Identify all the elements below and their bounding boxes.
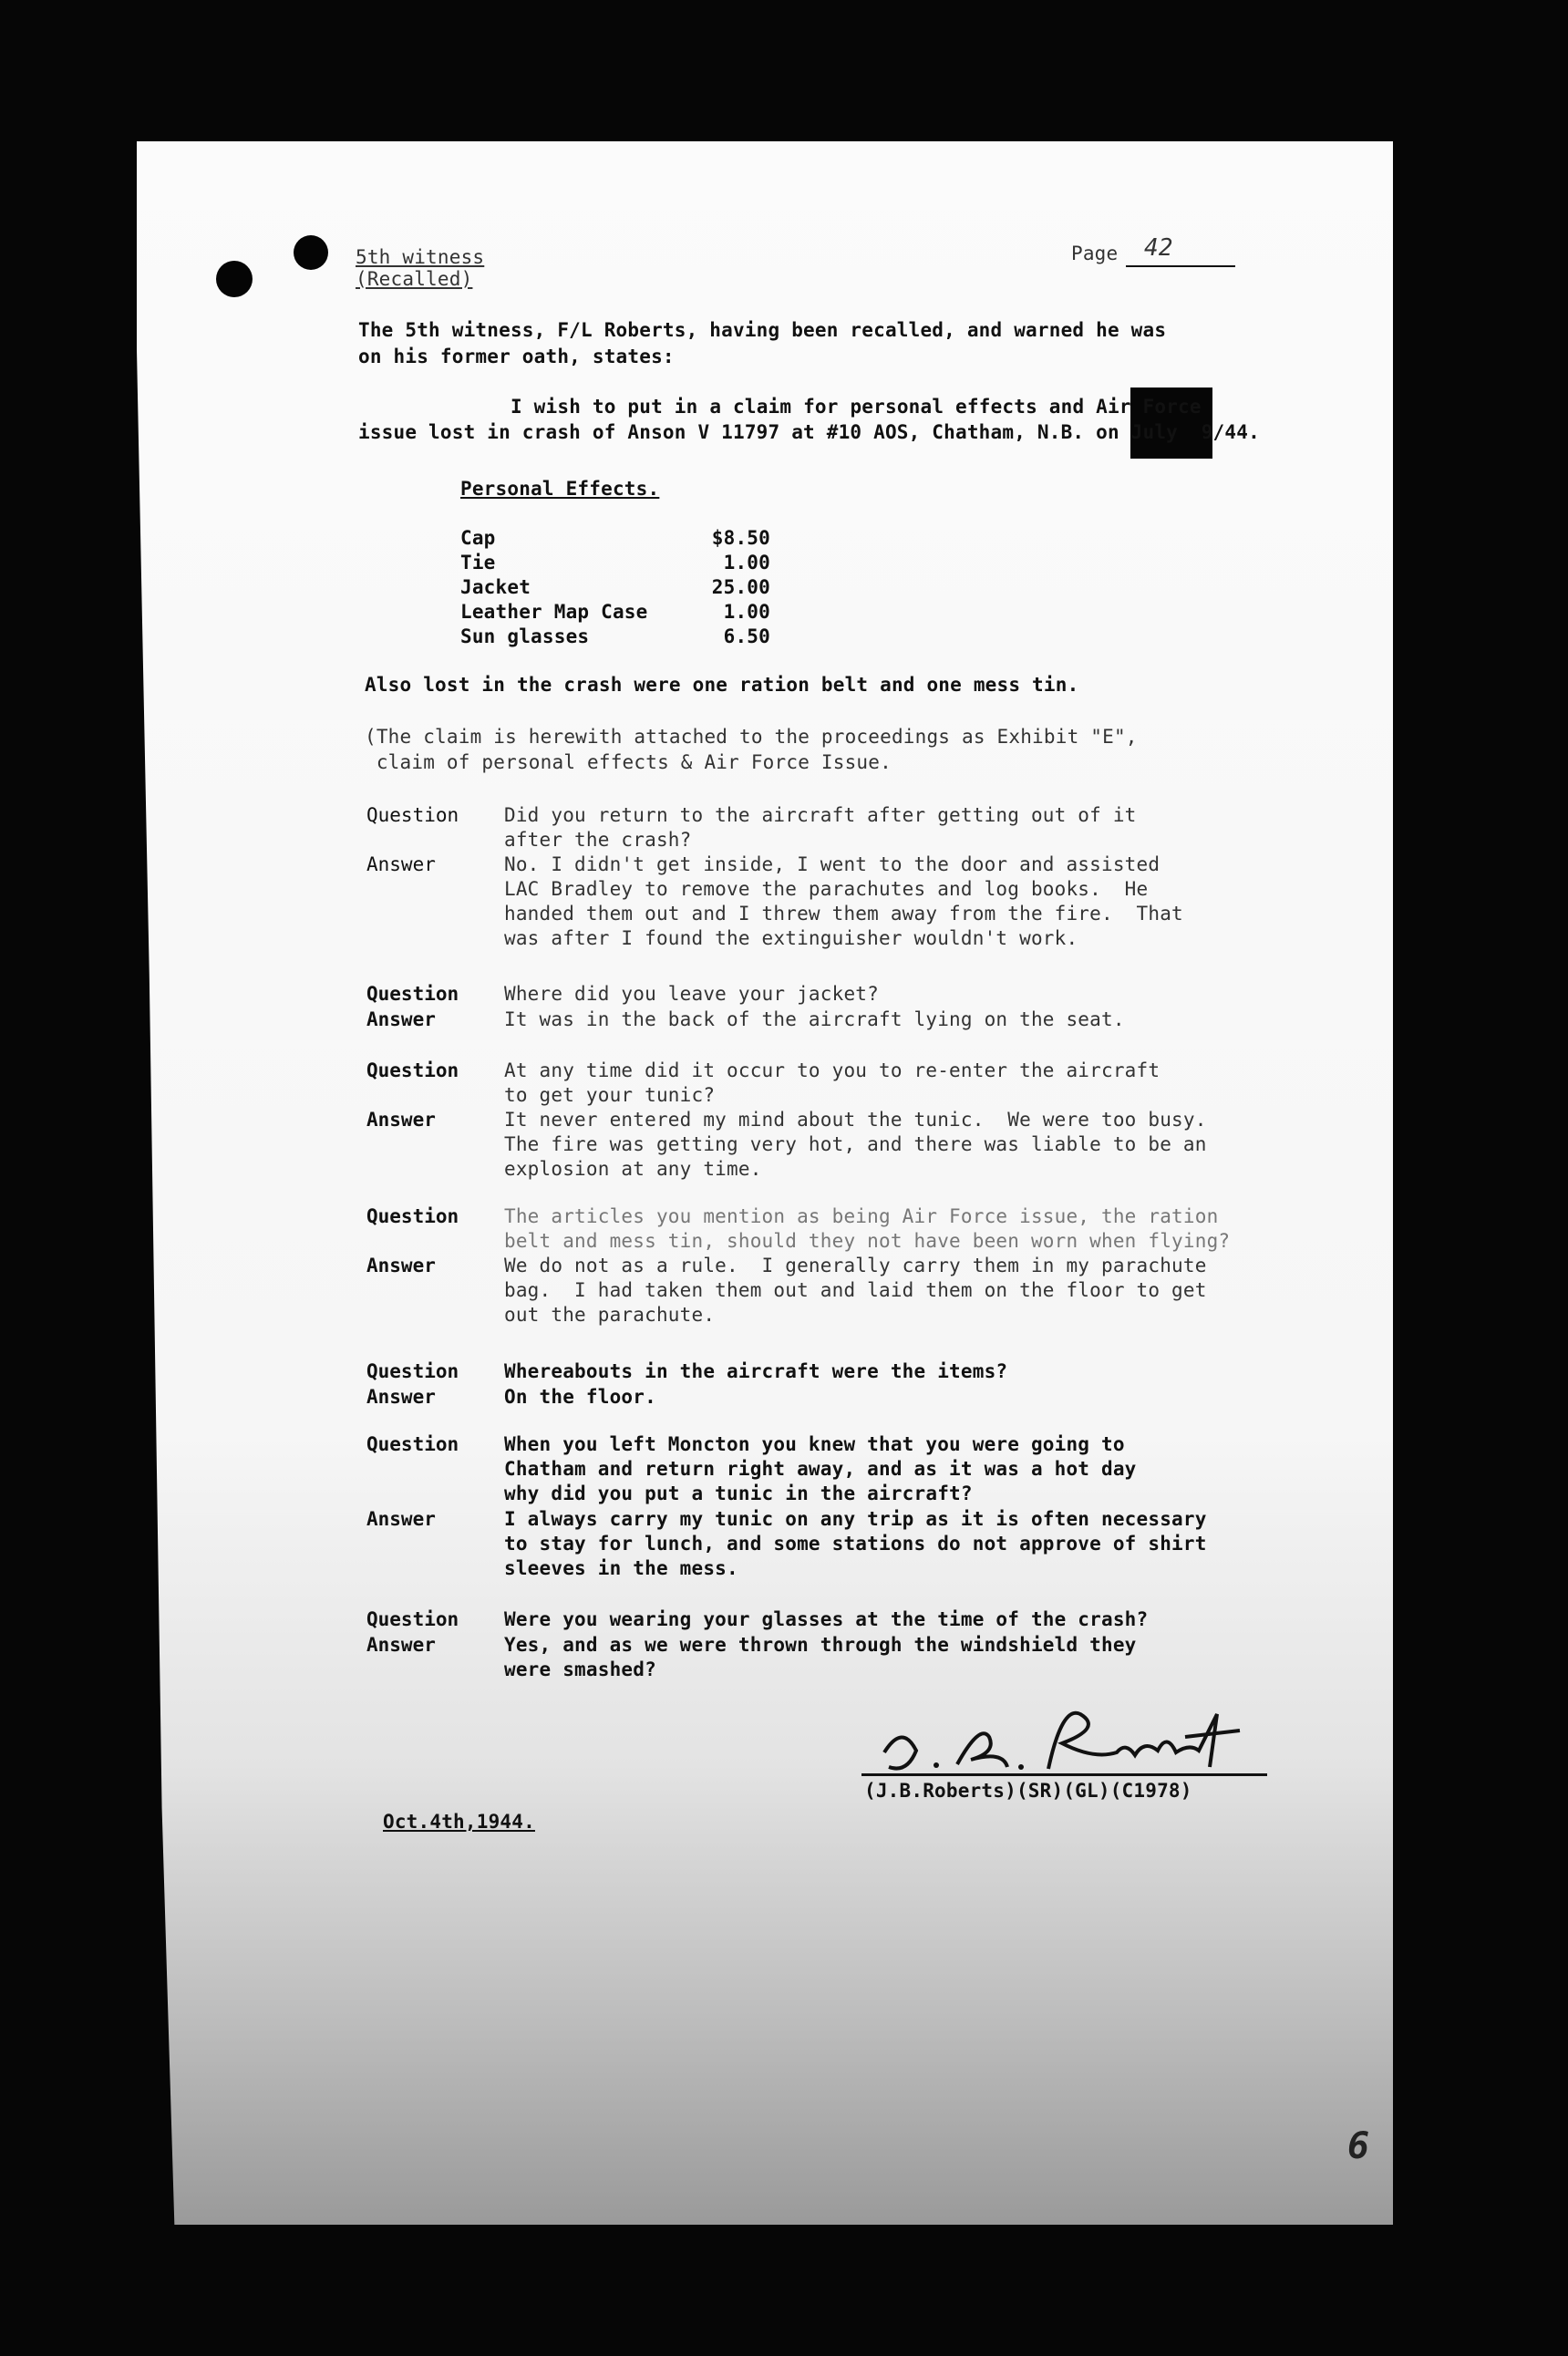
answer-text: On the floor. [504, 1386, 656, 1408]
question-text: Chatham and return right away, and as it was a hot day [504, 1458, 1137, 1480]
question-text: to get your tunic? [504, 1084, 716, 1106]
question-label: Question [366, 1205, 459, 1227]
page-number-underline [1126, 265, 1235, 267]
question-label: Question [366, 983, 459, 1005]
question-label: Question [366, 1608, 459, 1630]
effect-item-value: 25.00 [711, 576, 770, 598]
answer-label: Answer [366, 853, 436, 875]
answer-label: Answer [366, 1008, 436, 1030]
answer-text: bag. I had taken them out and laid them on the floor to get [504, 1279, 1207, 1301]
question-text: Were you wearing your glasses at the time of the crash? [504, 1608, 1149, 1630]
page-label: Page [1071, 243, 1119, 264]
typed-signature: (J.B.Roberts)(SR)(GL)(C1978) [864, 1780, 1192, 1802]
answer-text: It was in the back of the aircraft lying on the seat. [504, 1008, 1125, 1030]
answer-text: sleeves in the mess. [504, 1557, 738, 1579]
recalled-label: (Recalled) [356, 268, 473, 290]
question-label: Question [366, 804, 459, 826]
answer-text: handed them out and I threw them away from the fire. That [504, 903, 1183, 925]
question-label: Question [366, 1360, 459, 1382]
effect-item-value: 1.00 [723, 601, 770, 623]
answer-text: LAC Bradley to remove the parachutes and log books. He [504, 878, 1149, 900]
answer-text: We do not as a rule. I generally carry them in my parachute [504, 1255, 1207, 1276]
answer-label: Answer [366, 1508, 436, 1530]
punch-hole [216, 261, 253, 297]
punch-hole [294, 235, 328, 270]
question-text: belt and mess tin, should they not have been worn when flying? [504, 1230, 1231, 1252]
answer-label: Answer [366, 1109, 436, 1131]
answer-text: I always carry my tunic on any trip as it is often necessary [504, 1508, 1207, 1530]
intro-line: on his former oath, states: [358, 346, 675, 367]
answer-text: to stay for lunch, and some stations do not approve of shirt [504, 1533, 1207, 1555]
answer-text: Yes, and as we were thrown through the windshield they [504, 1634, 1137, 1656]
answer-text: were smashed? [504, 1658, 656, 1680]
question-text: after the crash? [504, 829, 692, 851]
answer-label: Answer [366, 1634, 436, 1656]
effect-item-value: 6.50 [723, 625, 770, 647]
claim-line: issue lost in crash of Anson V 11797 at #10 AOS, Chatham, N.B. on July 9/44. [358, 421, 1260, 443]
question-label: Question [366, 1433, 459, 1455]
question-text: Did you return to the aircraft after getting out of it [504, 804, 1137, 826]
question-text: The articles you mention as being Air Force issue, the ration [504, 1205, 1219, 1227]
witness-heading: 5th witness [356, 246, 485, 268]
effect-item-name: Tie [460, 552, 496, 574]
answer-text: was after I found the extinguisher wouldn't work. [504, 927, 1078, 949]
effect-item-value: $8.50 [711, 527, 770, 549]
question-text: At any time did it occur to you to re-enter the aircraft [504, 1059, 1161, 1081]
document-date: Oct.4th,1944. [383, 1811, 535, 1833]
question-text: Whereabouts in the aircraft were the items? [504, 1360, 1008, 1382]
exhibit-note-line: claim of personal effects & Air Force Issue. [365, 751, 892, 773]
page-number: 42 [1144, 234, 1173, 262]
answer-text: out the parachute. [504, 1304, 716, 1326]
effect-item-name: Jacket [460, 576, 531, 598]
answer-label: Answer [366, 1386, 436, 1408]
answer-text: No. I didn't get inside, I went to the door and assisted [504, 853, 1161, 875]
answer-text: explosion at any time. [504, 1158, 762, 1180]
personal-effects-heading: Personal Effects. [460, 478, 660, 500]
answer-text: It never entered my mind about the tunic. We were too busy. [504, 1109, 1207, 1131]
effect-item-value: 1.00 [723, 552, 770, 574]
question-text: Where did you leave your jacket? [504, 983, 879, 1005]
also-lost-line: Also lost in the crash were one ration belt and one mess tin. [365, 674, 1079, 696]
corner-mark: 6 [1347, 2125, 1370, 2167]
claim-line: I wish to put in a claim for personal effects and Air Force [511, 396, 1202, 418]
signature-line [861, 1773, 1267, 1776]
exhibit-note-line: (The claim is herewith attached to the proceedings as Exhibit "E", [365, 726, 1138, 748]
intro-line: The 5th witness, F/L Roberts, having been recalled, and warned he was [358, 319, 1167, 341]
handwritten-signature [852, 1687, 1272, 1787]
answer-label: Answer [366, 1255, 436, 1276]
question-text: When you left Moncton you knew that you were going to [504, 1433, 1125, 1455]
question-label: Question [366, 1059, 459, 1081]
question-text: why did you put a tunic in the aircraft? [504, 1483, 973, 1504]
answer-text: The fire was getting very hot, and there was liable to be an [504, 1133, 1207, 1155]
effect-item-name: Cap [460, 527, 496, 549]
effect-item-name: Sun glasses [460, 625, 590, 647]
effect-item-name: Leather Map Case [460, 601, 648, 623]
